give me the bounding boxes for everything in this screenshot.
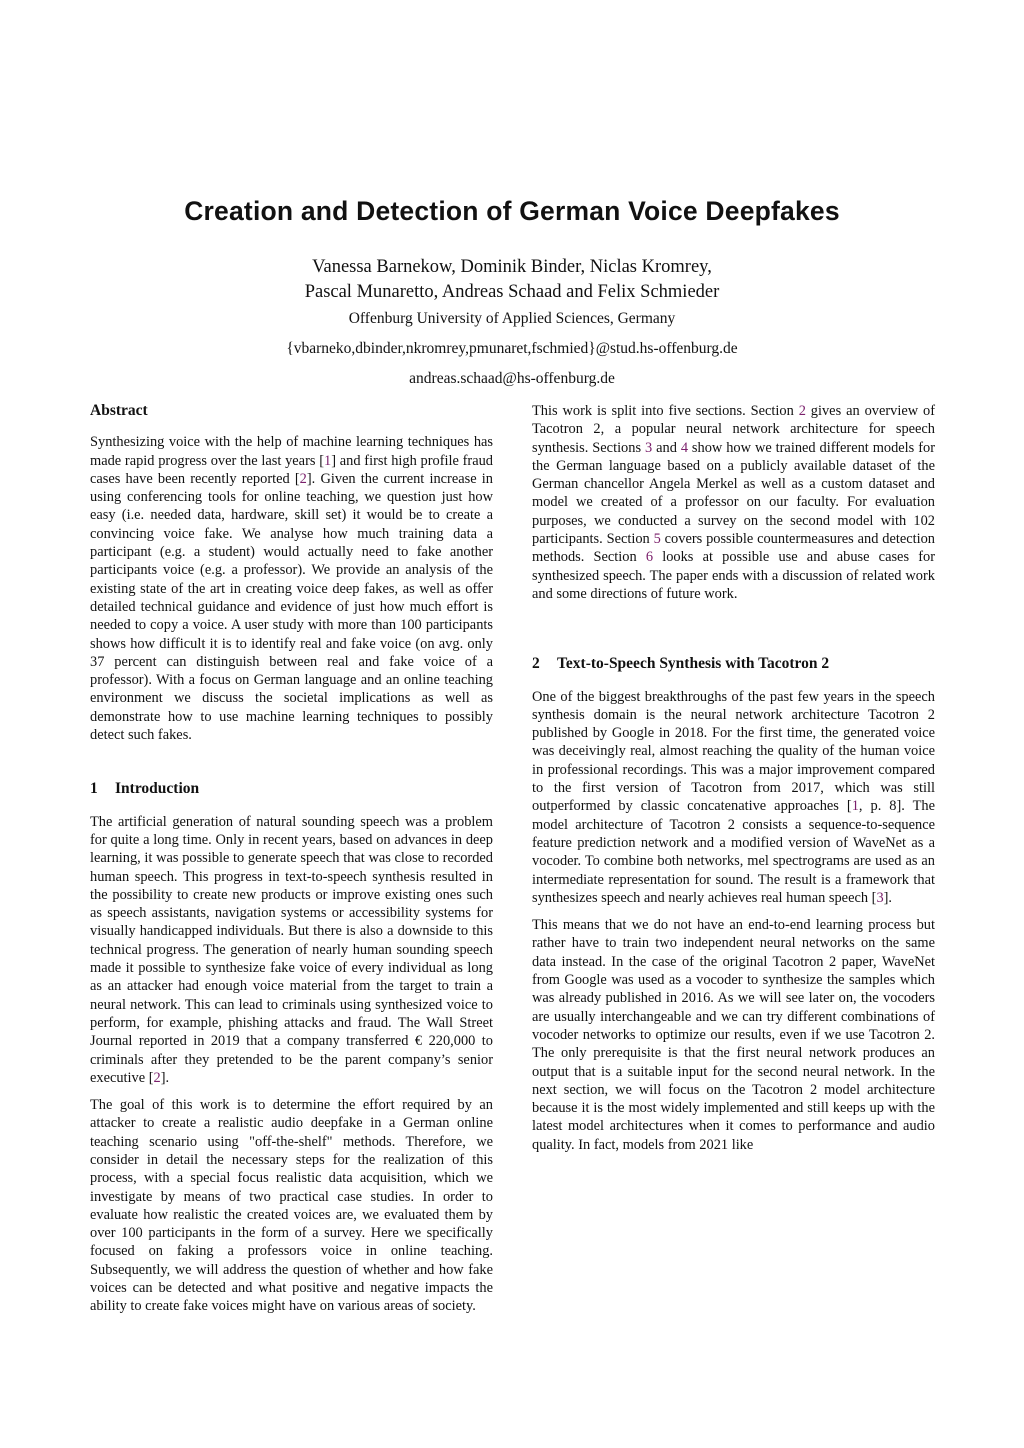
professor-email: andreas.schaad@hs-offenburg.de bbox=[409, 370, 615, 387]
affiliation: Offenburg University of Applied Sciences, Germany bbox=[348, 310, 676, 327]
tacotron-paragraph-1: One of the biggest breakthroughs of the past few years in the speech synthesis domain is the neural network architecture Tacotron 2 published by Google in 2018. For the first time, the generated voice was deceivingly real, almost reaching the quality of the human voice in professional recordings. This was a major improvement compared to the first version of Tacotron from 2017, which was still outperformed by classic concatenative approaches [1, p. 8]. The model architecture of Tacotron 2 consists a sequence-to-sequence feature prediction network and a modified version of WaveNet as a vocoder. To combine both networks, mel spectrograms are used as an intermediate representation for sound. The result is a framework that synthesizes speech and nearly achieves real human speech [3]. bbox=[532, 688, 936, 906]
citation-link[interactable]: 1 bbox=[851, 798, 859, 815]
section-ref-link[interactable]: 2 bbox=[798, 403, 806, 419]
section-ref-link[interactable]: 4 bbox=[680, 439, 689, 456]
student-emails: {vbarneko,dbinder,nkromrey,pmunaret,fschmied}@stud.hs-offenburg.de bbox=[286, 340, 738, 357]
intro-paragraph-2: The goal of this work is to determine the effort required by an attacker to create a realistic audio deepfake in a German online teaching scenario using "off-the-shelf" methods. Therefore, we consider in detail the necessary steps for the realization of this process, with a special focus realistic data acquisition, which we investigate by means of two practical case studies. In order to evaluate how realistic the created voices are, we evaluated them by over 100 participants in the form of a survey. Here we specifically focused on faking a professors voice in online teaching. Subsequently, we will address the question of whether and how fake voices can be detected and what positive and negative impacts the ability to create fake voices might have on various areas of society. bbox=[90, 1097, 493, 1315]
section-heading-introduction: 1 Introduction bbox=[90, 780, 200, 798]
right-column bbox=[532, 402, 935, 1163]
left-column bbox=[90, 402, 493, 1325]
intro-paragraph-1: The artificial generation of natural sounding speech was a problem for quite a long time. Only in recent years, based on advances in deep learning, it was possible to generate speech that was close to recorded human speech. This progress in text-to-speech synthesis resulted in the possibility to create new products or improve existing ones such as speech assistants, navigation systems or accessibility systems for visually handicapped individuals. But there is also a downside to this technical progress. The generation of nearly human sounding speech made it possible to synthesize fake voice of every individual as long as an attacker had enough voice material from the target to train a neural network. This can lead to criminals using synthesized voice to perform, for example, phishing attacks and fraud. The Wall Street Journal reported in 2019 that a company transferred € 220,000 to criminals after they pretended to be the parent company’s senior executive [2]. bbox=[90, 813, 493, 1086]
citation-link[interactable]: 3 bbox=[876, 889, 884, 906]
abstract-paragraph: Synthesizing voice with the help of machine learning techniques has made rapid progress over the last years [1] and first high profile fraud cases have been recently reported [2]. Given the current increase in using conferencing tools for online teaching, we question just how easy (i.e. needed data, hardware, skill set) it would be to create a convincing voice fake. We analyse how much training data a participant (e.g. a student) would actually need to fake another participants voice (e.g. a professor). We provide an analysis of the existing state of the art in creating voice deep fakes, as well as offer detailed technical guidance and evidence of just how much effort is needed to copy a voice. A user study with more than 100 participants shows how difficult it is to identify real and fake voice (on avg. only 37 percent can distinguish between real and fake voice of a professor). With a focus on German language and an online teaching environment we discuss the societal implications as well as demonstrate how to use machine learning techniques to possibly detect such fakes. bbox=[90, 434, 494, 744]
section-ref-link[interactable]: 3 bbox=[644, 439, 653, 456]
author-list bbox=[0, 255, 1024, 305]
citation-link[interactable]: 2 bbox=[153, 1069, 161, 1086]
authors-line-2: Pascal Munaretto, Andreas Schaad and Felix Schmieder bbox=[304, 282, 720, 302]
section-ref-link[interactable]: 5 bbox=[653, 531, 661, 548]
intro-paragraph-3: This work is split into five sections. Section 2 gives an overview of Tacotron 2, a popular neural network architecture for speech synthesis. Sections 3 and 4 show how we trained different models for the German language based on a publicly available dataset of the German chancellor Angela Merkel as well as a custom dataset and model we created of a professor on our faculty. For evaluation purposes, we conducted a survey on the second model with 102 participants. Section 5 covers possible countermeasures and detection methods. Section 6 looks at possible use and abuse cases for synthesized speech. The paper ends with a discussion of related work and some directions of future work. bbox=[532, 403, 936, 602]
section-heading-tacotron: 2 Text-to-Speech Synthesis with Tacotron 2 bbox=[532, 655, 830, 673]
paper-title: Creation and Detection of German Voice Deepfakes bbox=[184, 196, 840, 226]
tacotron-paragraph-2: This means that we do not have an end-to-end learning process but rather have to train two independent neural networks on the same data instead. In the case of the original Tacotron 2 paper, WaveNet from Google was used as a vocoder to synthesize the samples which was already published in 2016. As we will see later on, the vocoders are usually interchangeable and we can try different combinations of vocoder networks to optimize our results, even if we use Tacotron 2. The only prerequisite is that the first neural network produces an output that is a suitable input for the second neural network. In the next section, we will focus on the Tacotron 2 model architecture because it is the most widely implemented and still keeps up with the latest model architectures when it comes to performance and audio quality. In fact, models from 2021 like bbox=[532, 917, 935, 1153]
section-ref-link[interactable]: 6 bbox=[645, 549, 654, 566]
abstract-heading: Abstract bbox=[90, 402, 148, 419]
citation-link[interactable]: 2 bbox=[299, 470, 307, 487]
citation-link[interactable]: 1 bbox=[324, 452, 332, 469]
authors-line-1: Vanessa Barnekow, Dominik Binder, Niclas Kromrey, bbox=[312, 257, 712, 277]
